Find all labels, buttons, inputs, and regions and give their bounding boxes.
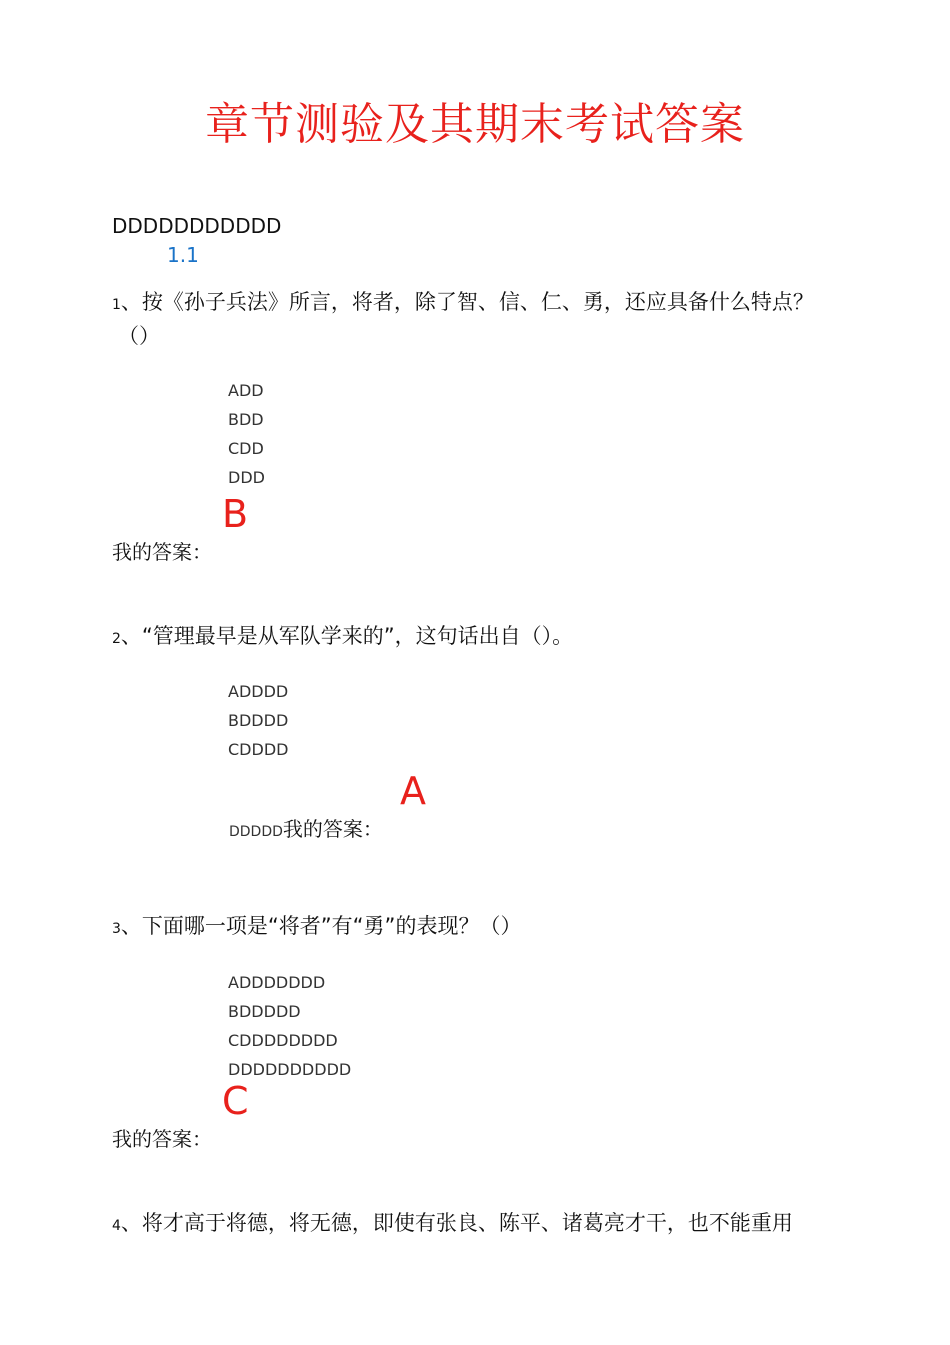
my-answer-label: 我的答案： xyxy=(282,817,383,841)
option-d: DDDDDDDDDD xyxy=(228,1060,352,1079)
answer-mark: A xyxy=(400,769,426,813)
question-separator: 、 xyxy=(120,290,142,314)
my-answer-label: 我的答案： xyxy=(112,540,212,564)
question-text: 将才高于将德，将无德，即使有张良、陈平、诸葛亮才干，也不能重用 xyxy=(141,1211,793,1235)
question-text: “管理最早是从军队学来的”，这句话出自（）。 xyxy=(141,624,574,648)
my-answer-label: 我的答案： xyxy=(112,1127,212,1151)
question-number: 4 xyxy=(112,1218,121,1234)
question-number: 1 xyxy=(112,297,121,313)
question-4 xyxy=(112,1207,793,1237)
question-1 xyxy=(112,286,814,316)
answer-mark: C xyxy=(222,1079,249,1123)
option-d: DDDDD xyxy=(229,824,283,840)
question-separator: 、 xyxy=(120,1211,142,1235)
question-number: 2 xyxy=(112,631,121,647)
option-c: CDDDDDDDD xyxy=(228,1031,338,1050)
answer-mark: B xyxy=(222,492,249,536)
option-a: ADD xyxy=(228,381,264,400)
option-a: ADDDD xyxy=(228,682,289,701)
question-3 xyxy=(112,910,521,940)
option-b: BDDDDD xyxy=(228,1002,301,1021)
question-1-continuation: （） xyxy=(118,324,160,348)
option-b: BDDDD xyxy=(228,711,289,730)
option-b: BDD xyxy=(228,410,264,429)
option-d: DDD xyxy=(228,468,265,487)
question-number: 3 xyxy=(112,921,121,937)
question-separator: 、 xyxy=(120,914,142,938)
question-text: 按《孙子兵法》所言，将者，除了智、信、仁、勇，还应具备什么特点？ xyxy=(141,290,814,314)
document-title: 章节测验及其期末考试答案 xyxy=(205,99,745,150)
section-number: 1.1 xyxy=(167,243,199,267)
question-text: 下面哪一项是“将者”有“勇”的表现？（） xyxy=(141,914,522,938)
question-2 xyxy=(112,620,573,650)
option-c: CDDDD xyxy=(228,740,289,759)
option-c: CDD xyxy=(228,439,264,458)
option-d-with-answer-label xyxy=(229,813,383,842)
chapter-heading: DDDDDDDDDDD xyxy=(112,214,282,238)
option-a: ADDDDDDD xyxy=(228,973,326,992)
question-separator: 、 xyxy=(120,624,142,648)
